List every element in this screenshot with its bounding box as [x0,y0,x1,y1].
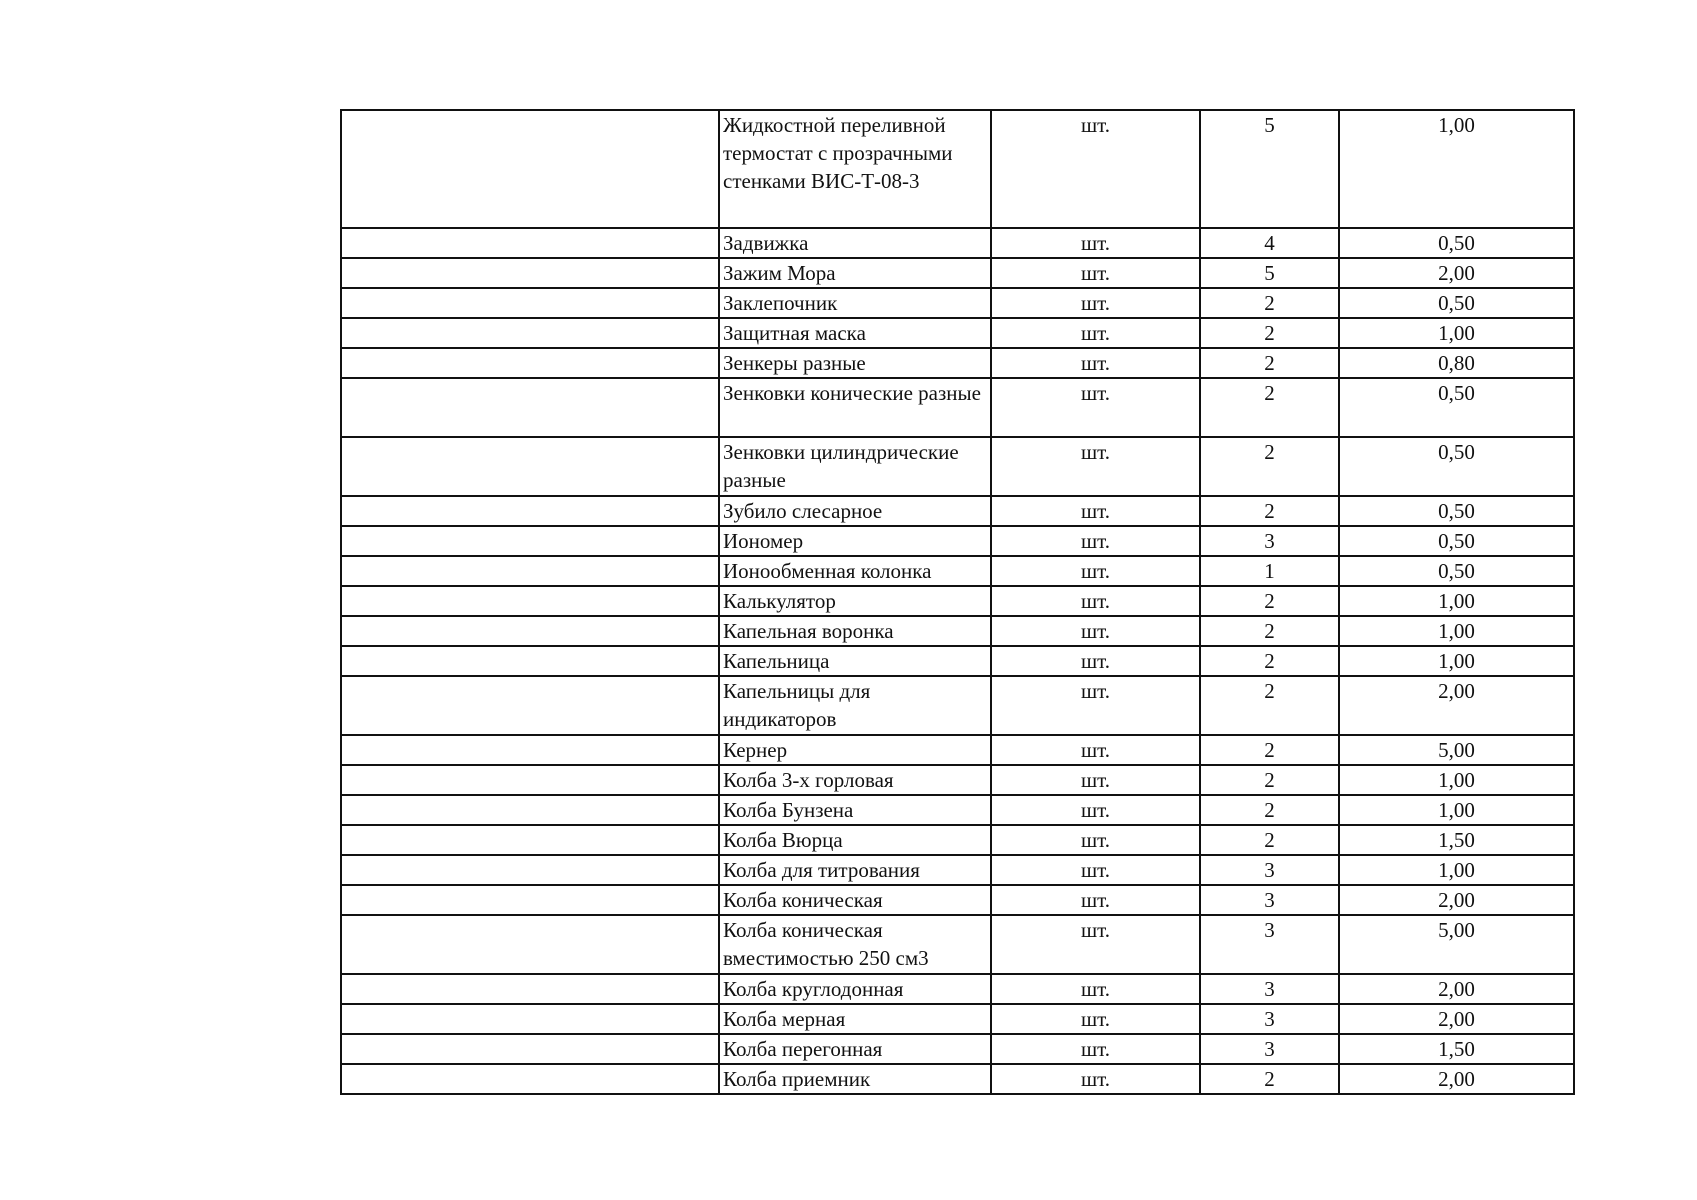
inventory-table [340,109,1575,1095]
unit-cell: шт. [991,586,1200,616]
item-name-cell: Зубило слесарное [719,496,991,526]
blank-cell [341,586,719,616]
quantity-cell: 2 [1200,437,1339,496]
blank-cell [341,110,719,228]
unit-cell: шт. [991,974,1200,1004]
value-cell: 0,80 [1339,348,1574,378]
value-cell: 5,00 [1339,735,1574,765]
unit-cell: шт. [991,885,1200,915]
blank-cell [341,318,719,348]
quantity-cell: 5 [1200,110,1339,228]
unit-cell: шт. [991,795,1200,825]
table-row [341,288,1574,318]
unit-cell: шт. [991,496,1200,526]
table-row [341,915,1574,974]
unit-cell: шт. [991,258,1200,288]
blank-cell [341,795,719,825]
value-cell: 0,50 [1339,437,1574,496]
quantity-cell: 2 [1200,318,1339,348]
quantity-cell: 2 [1200,288,1339,318]
table-row [341,676,1574,735]
item-name-cell: Зенковки цилиндрические разные [719,437,991,496]
item-name-cell: Зенкеры разные [719,348,991,378]
blank-cell [341,676,719,735]
unit-cell: шт. [991,616,1200,646]
unit-cell: шт. [991,378,1200,437]
item-name-cell: Капельница [719,646,991,676]
quantity-cell: 2 [1200,735,1339,765]
blank-cell [341,348,719,378]
unit-cell: шт. [991,228,1200,258]
blank-cell [341,1004,719,1034]
value-cell: 0,50 [1339,496,1574,526]
item-name-cell: Колба Бунзена [719,795,991,825]
unit-cell: шт. [991,318,1200,348]
unit-cell: шт. [991,556,1200,586]
blank-cell [341,526,719,556]
blank-cell [341,765,719,795]
unit-cell: шт. [991,288,1200,318]
item-name-cell: Капельницы для индикаторов [719,676,991,735]
table-row [341,318,1574,348]
unit-cell: шт. [991,526,1200,556]
unit-cell: шт. [991,915,1200,974]
item-name-cell: Заклепочник [719,288,991,318]
quantity-cell: 3 [1200,885,1339,915]
blank-cell [341,915,719,974]
item-name-cell: Задвижка [719,228,991,258]
value-cell: 2,00 [1339,1064,1574,1094]
table-row [341,735,1574,765]
value-cell: 5,00 [1339,915,1574,974]
item-name-cell: Иономер [719,526,991,556]
table-row [341,974,1574,1004]
quantity-cell: 3 [1200,974,1339,1004]
value-cell: 2,00 [1339,1004,1574,1034]
item-name-cell: Колба коническая [719,885,991,915]
table-row [341,496,1574,526]
blank-cell [341,735,719,765]
item-name-cell: Зажим Мора [719,258,991,288]
quantity-cell: 2 [1200,795,1339,825]
value-cell: 1,00 [1339,110,1574,228]
blank-cell [341,825,719,855]
quantity-cell: 3 [1200,915,1339,974]
unit-cell: шт. [991,765,1200,795]
table-row [341,437,1574,496]
item-name-cell: Кернер [719,735,991,765]
table-row [341,258,1574,288]
quantity-cell: 3 [1200,1004,1339,1034]
table-row [341,1034,1574,1064]
blank-cell [341,616,719,646]
quantity-cell: 2 [1200,765,1339,795]
table-row [341,616,1574,646]
table-row [341,855,1574,885]
quantity-cell: 2 [1200,616,1339,646]
value-cell: 1,50 [1339,1034,1574,1064]
blank-cell [341,855,719,885]
table-row [341,526,1574,556]
value-cell: 1,00 [1339,318,1574,348]
unit-cell: шт. [991,855,1200,885]
unit-cell: шт. [991,1064,1200,1094]
quantity-cell: 3 [1200,1034,1339,1064]
unit-cell: шт. [991,1004,1200,1034]
blank-cell [341,496,719,526]
quantity-cell: 2 [1200,348,1339,378]
quantity-cell: 2 [1200,676,1339,735]
value-cell: 1,00 [1339,586,1574,616]
table-row [341,1064,1574,1094]
unit-cell: шт. [991,110,1200,228]
table-row [341,110,1574,228]
item-name-cell: Зенковки конические разные [719,378,991,437]
inventory-table-body [341,110,1574,1094]
value-cell: 1,00 [1339,616,1574,646]
quantity-cell: 2 [1200,586,1339,616]
unit-cell: шт. [991,676,1200,735]
value-cell: 2,00 [1339,676,1574,735]
quantity-cell: 2 [1200,825,1339,855]
blank-cell [341,378,719,437]
table-row [341,795,1574,825]
blank-cell [341,1034,719,1064]
table-row [341,646,1574,676]
quantity-cell: 5 [1200,258,1339,288]
value-cell: 1,00 [1339,765,1574,795]
blank-cell [341,288,719,318]
quantity-cell: 2 [1200,496,1339,526]
value-cell: 2,00 [1339,885,1574,915]
value-cell: 2,00 [1339,258,1574,288]
unit-cell: шт. [991,735,1200,765]
blank-cell [341,885,719,915]
table-row [341,825,1574,855]
quantity-cell: 1 [1200,556,1339,586]
item-name-cell: Капельная воронка [719,616,991,646]
item-name-cell: Колба 3-х горловая [719,765,991,795]
unit-cell: шт. [991,825,1200,855]
quantity-cell: 2 [1200,378,1339,437]
value-cell: 2,00 [1339,974,1574,1004]
item-name-cell: Жидкостной переливной термостат с прозрачными стенками ВИС-Т-08-3 [719,110,991,228]
value-cell: 0,50 [1339,288,1574,318]
table-row [341,885,1574,915]
blank-cell [341,556,719,586]
item-name-cell: Колба Вюрца [719,825,991,855]
item-name-cell: Колба для титрования [719,855,991,885]
blank-cell [341,437,719,496]
value-cell: 0,50 [1339,378,1574,437]
unit-cell: шт. [991,1034,1200,1064]
value-cell: 1,50 [1339,825,1574,855]
table-row [341,765,1574,795]
item-name-cell: Ионообменная колонка [719,556,991,586]
quantity-cell: 3 [1200,855,1339,885]
table-row [341,228,1574,258]
item-name-cell: Колба круглодонная [719,974,991,1004]
blank-cell [341,258,719,288]
item-name-cell: Колба коническая вместимостью 250 см3 [719,915,991,974]
value-cell: 0,50 [1339,228,1574,258]
table-row [341,348,1574,378]
quantity-cell: 4 [1200,228,1339,258]
value-cell: 1,00 [1339,646,1574,676]
table-row [341,586,1574,616]
quantity-cell: 2 [1200,646,1339,676]
quantity-cell: 3 [1200,526,1339,556]
blank-cell [341,974,719,1004]
blank-cell [341,228,719,258]
unit-cell: шт. [991,348,1200,378]
value-cell: 0,50 [1339,526,1574,556]
value-cell: 1,00 [1339,795,1574,825]
item-name-cell: Калькулятор [719,586,991,616]
unit-cell: шт. [991,437,1200,496]
table-row [341,1004,1574,1034]
quantity-cell: 2 [1200,1064,1339,1094]
blank-cell [341,646,719,676]
item-name-cell: Колба мерная [719,1004,991,1034]
item-name-cell: Защитная маска [719,318,991,348]
table-row [341,556,1574,586]
item-name-cell: Колба приемник [719,1064,991,1094]
value-cell: 0,50 [1339,556,1574,586]
unit-cell: шт. [991,646,1200,676]
item-name-cell: Колба перегонная [719,1034,991,1064]
blank-cell [341,1064,719,1094]
table-row [341,378,1574,437]
value-cell: 1,00 [1339,855,1574,885]
